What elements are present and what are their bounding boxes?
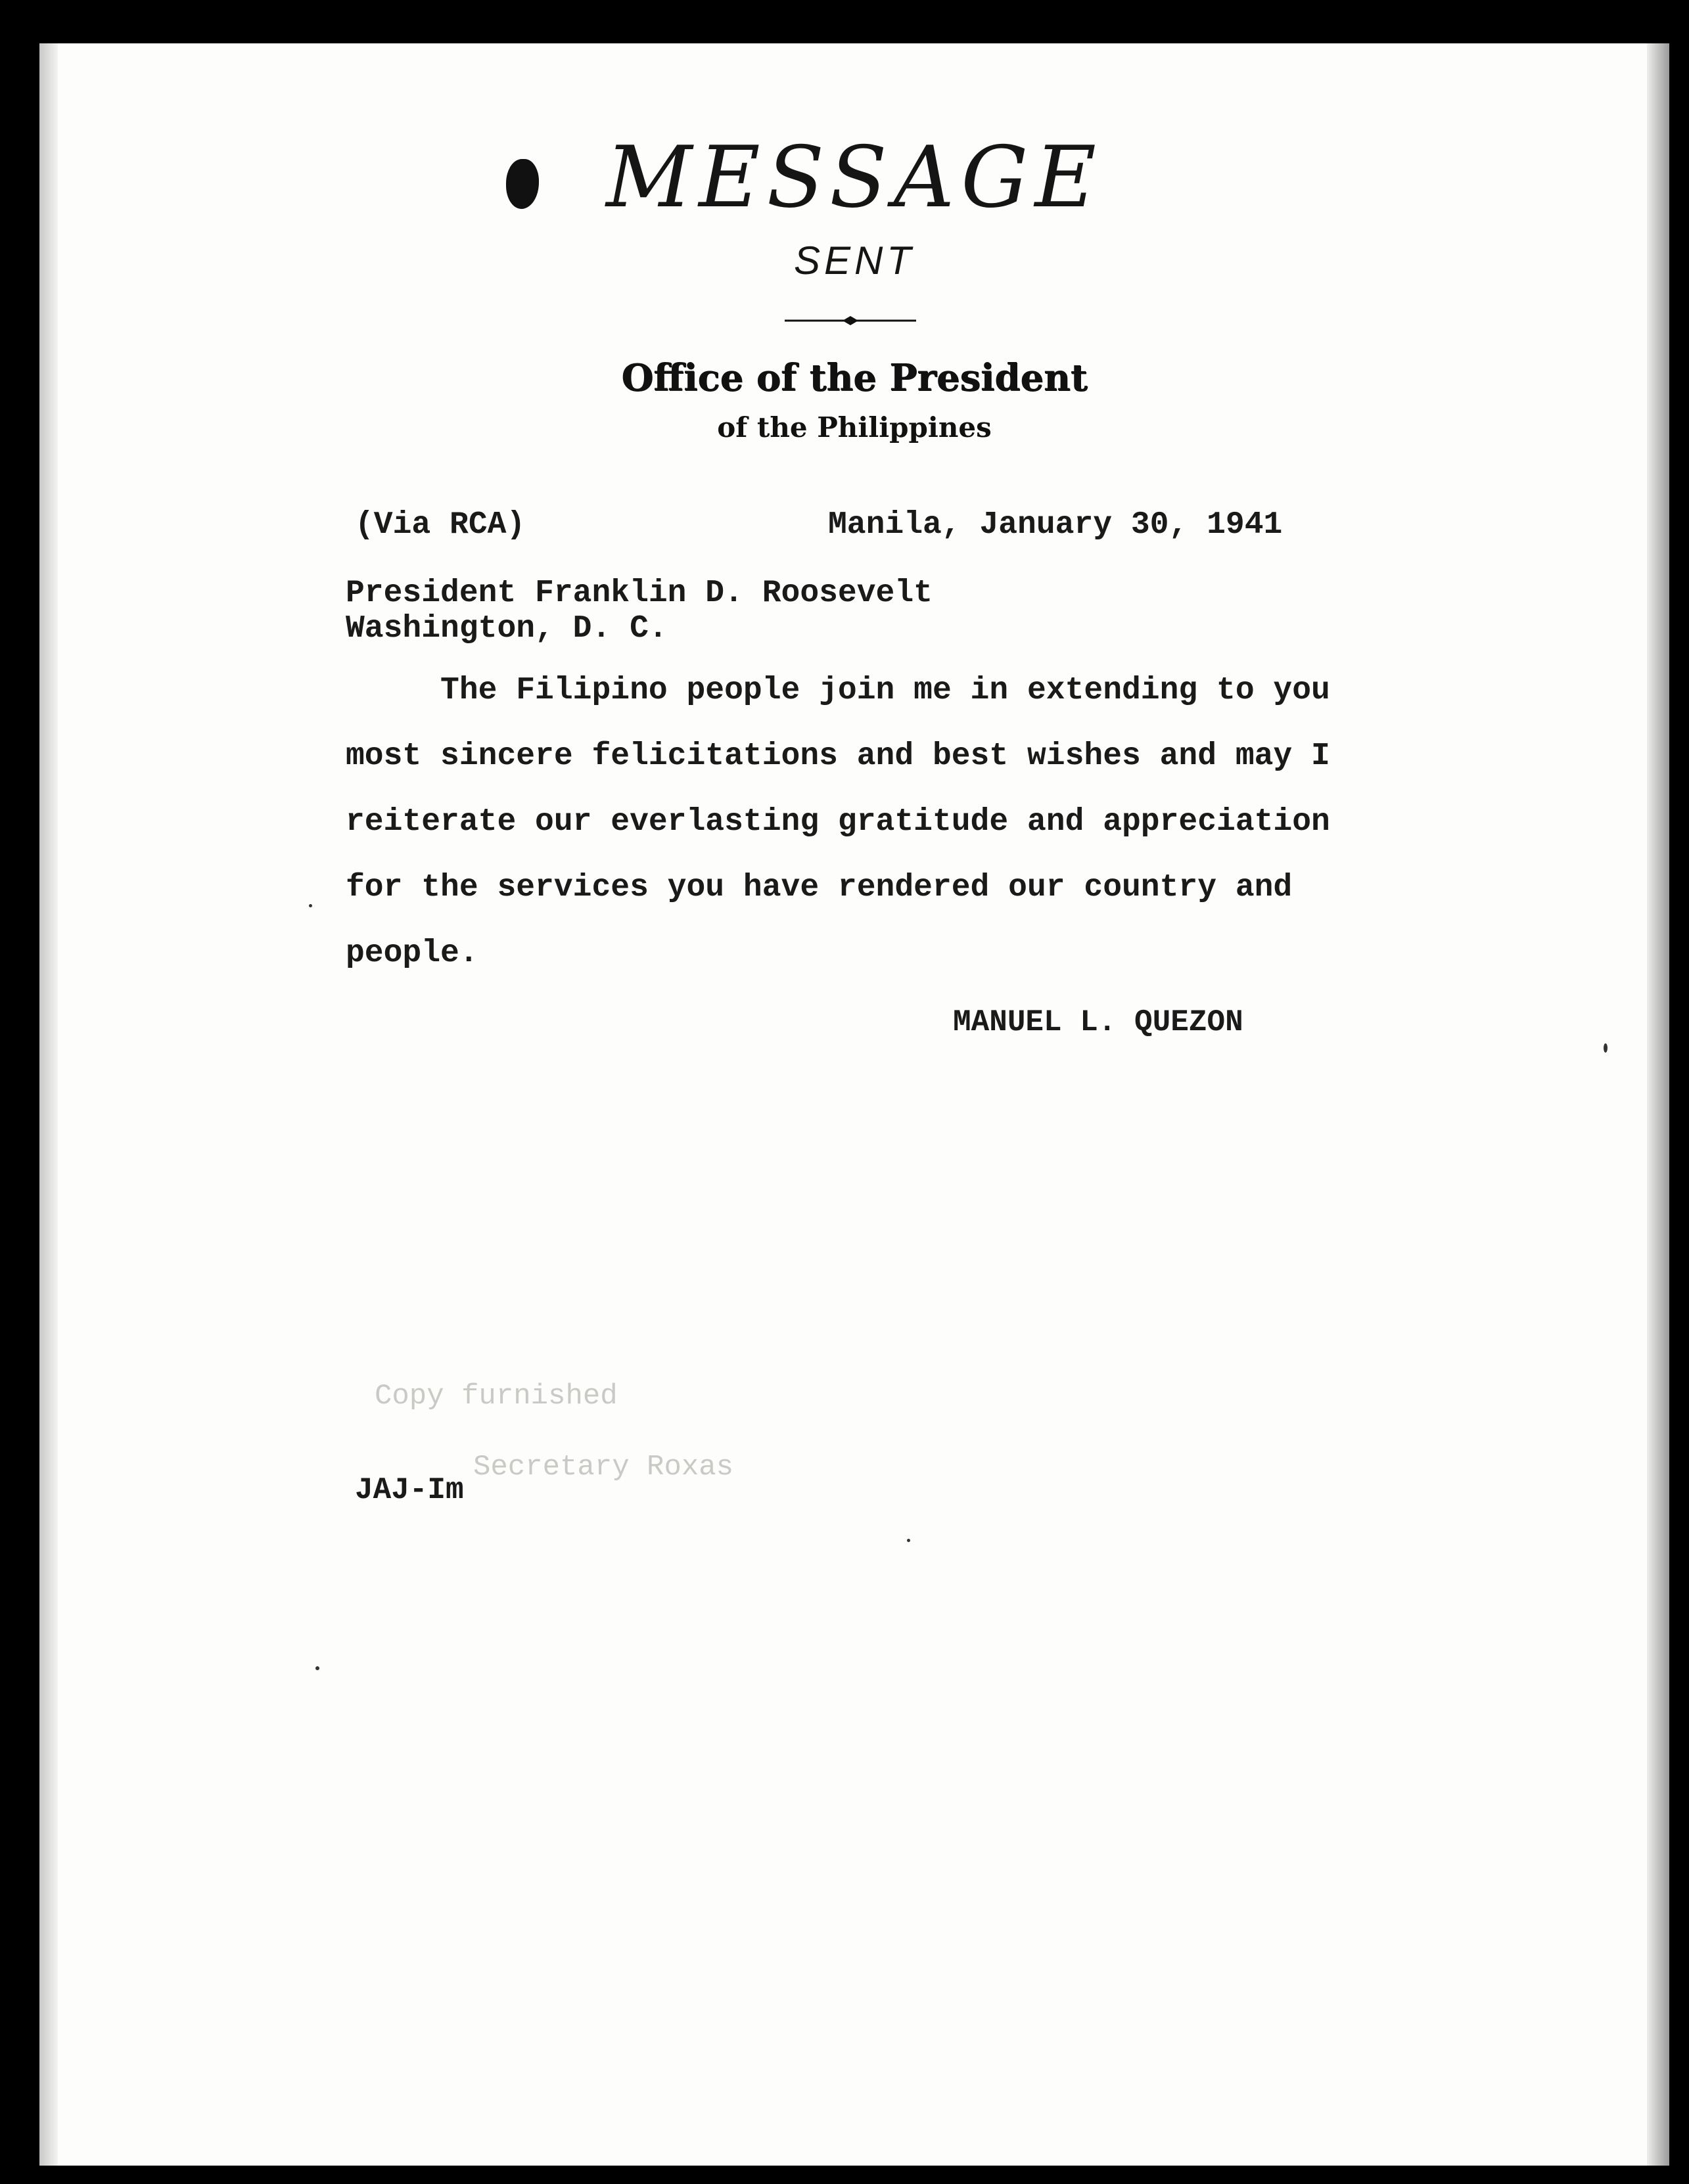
place-date: Manila, January 30, 1941 — [828, 507, 1283, 543]
speck — [315, 1666, 319, 1670]
via-line: (Via RCA) — [355, 507, 526, 543]
body-line: for the services you have rendered our country and — [346, 870, 1293, 905]
copy-furnished-note: Copy furnished — [375, 1380, 618, 1413]
speck — [1604, 1043, 1608, 1053]
body-line: most sincere felicitations and best wishes and may I — [346, 739, 1330, 774]
signature: MANUEL L. QUEZON — [953, 1005, 1243, 1039]
speck — [309, 904, 312, 907]
recipient-address: Washington, D. C. — [346, 611, 668, 647]
body-line: reiterate our everlasting gratitude and appreciation — [346, 804, 1330, 840]
typist-initials: JAJ-Im — [355, 1473, 464, 1507]
recipient-name: President Franklin D. Roosevelt — [346, 576, 933, 611]
message-title: MESSAGE — [606, 129, 1103, 227]
speck — [907, 1539, 910, 1542]
copy-recipient: Secretary Roxas — [473, 1451, 734, 1484]
office-subheading: of the Philippines — [717, 411, 992, 444]
divider-ornament — [785, 314, 916, 327]
office-heading: Office of the President — [621, 356, 1088, 399]
body-line: The Filipino people join me in extending to you — [346, 673, 1330, 708]
message-subtitle: SENT — [793, 239, 915, 283]
document-page — [39, 43, 1669, 2166]
body-line: people. — [346, 936, 478, 971]
